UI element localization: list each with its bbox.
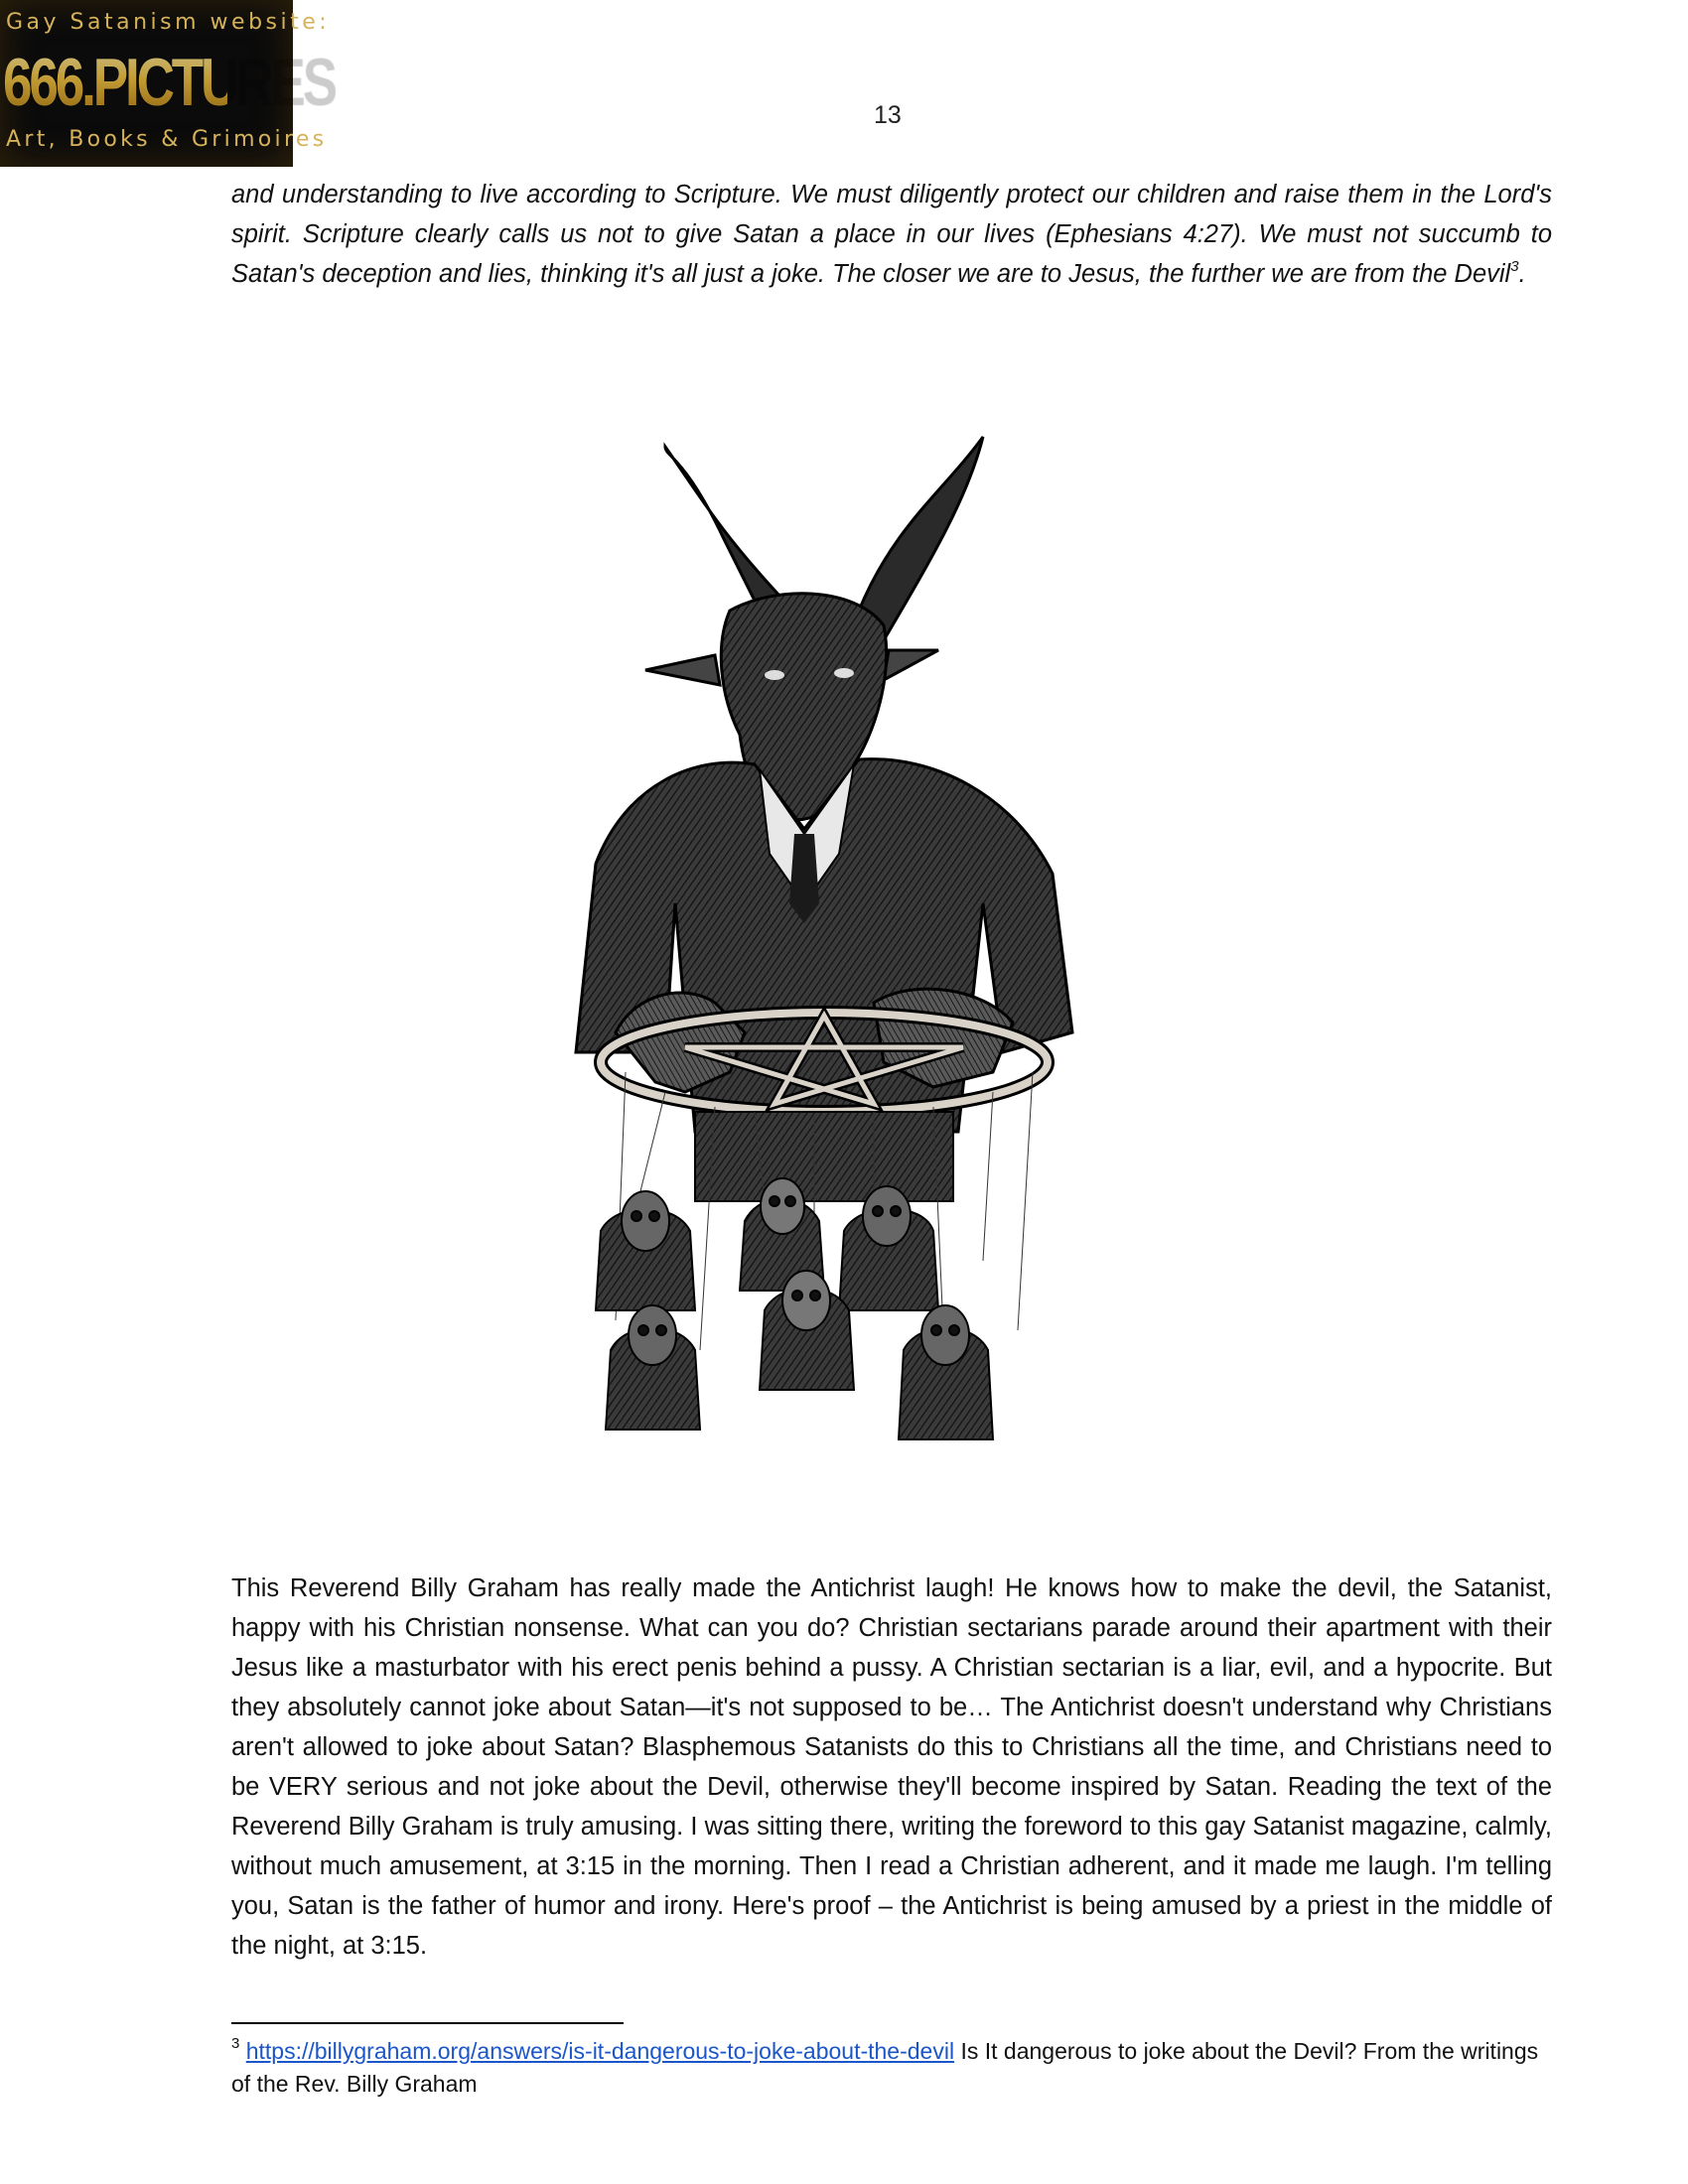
logo-tagline: Gay Satanism website: — [6, 10, 331, 35]
logo-subtitle: Art, Books & Grimoires — [6, 127, 328, 152]
footnote-link[interactable]: https://billygraham.org/answers/is-it-dangerous-to-joke-about-the-devil — [245, 2038, 955, 2064]
footnote-text: Is It dangerous to joke about the Devil? From the writings of the Rev. Billy Graham — [231, 2038, 1539, 2097]
logo-brand: 666.PICTURES — [3, 45, 335, 120]
footnote — [231, 2035, 1552, 2101]
goat-puppeteer-illustration — [516, 437, 1271, 1489]
footnote-number: 3 — [231, 2035, 240, 2053]
body-paragraph-top — [231, 175, 1552, 294]
page-number: 13 — [874, 101, 902, 129]
paragraph-end: . — [1518, 260, 1526, 288]
paragraph-text: and understanding to live according to Scripture. We must diligently protect our children and raise them in the Lord's spirit. Scripture clearly calls us not to give Satan a place in our lives (Ephesians 4:27). We must not succumb to Satan's deception and lies, thinking it's all just a joke. The closer we are to Jesus, the further we are from the Devil — [231, 181, 1552, 288]
site-logo[interactable] — [0, 0, 335, 167]
body-paragraph-bottom: This Reverend Billy Graham has really made the Antichrist laugh! He knows how to make the devil, the Satanist, happy with his Christian nonsense. What can you do? Christian sectarians parade around their apartment with their Jesus like a masturbator with his erect penis behind a pussy. A Christian sectarian is a liar, evil, and a hypocrite. But they absolutely cannot joke about Satan—it's not supposed to be… The Antichrist doesn't understand why Christians aren't allowed to joke about Satan? Blasphemous Satanists do this to Christians all the time, and Christians need to be VERY serious and not joke about the Devil, otherwise they'll become inspired by Satan. Reading the text of the Reverend Billy Graham is truly amusing. I was sitting there, writing the foreword to this gay Satanist magazine, calmly, without much amusement, at 3:15 in the morning. Then I read a Christian adherent, and it made me laugh. I'm telling you, Satan is the father of humor and irony. Here's proof – the Antichrist is being amused by a priest in the middle of the night, at 3:15. — [231, 1574, 1552, 1960]
footnote-reference[interactable]: 3 — [1510, 257, 1519, 275]
footnote-separator — [231, 2022, 624, 2024]
